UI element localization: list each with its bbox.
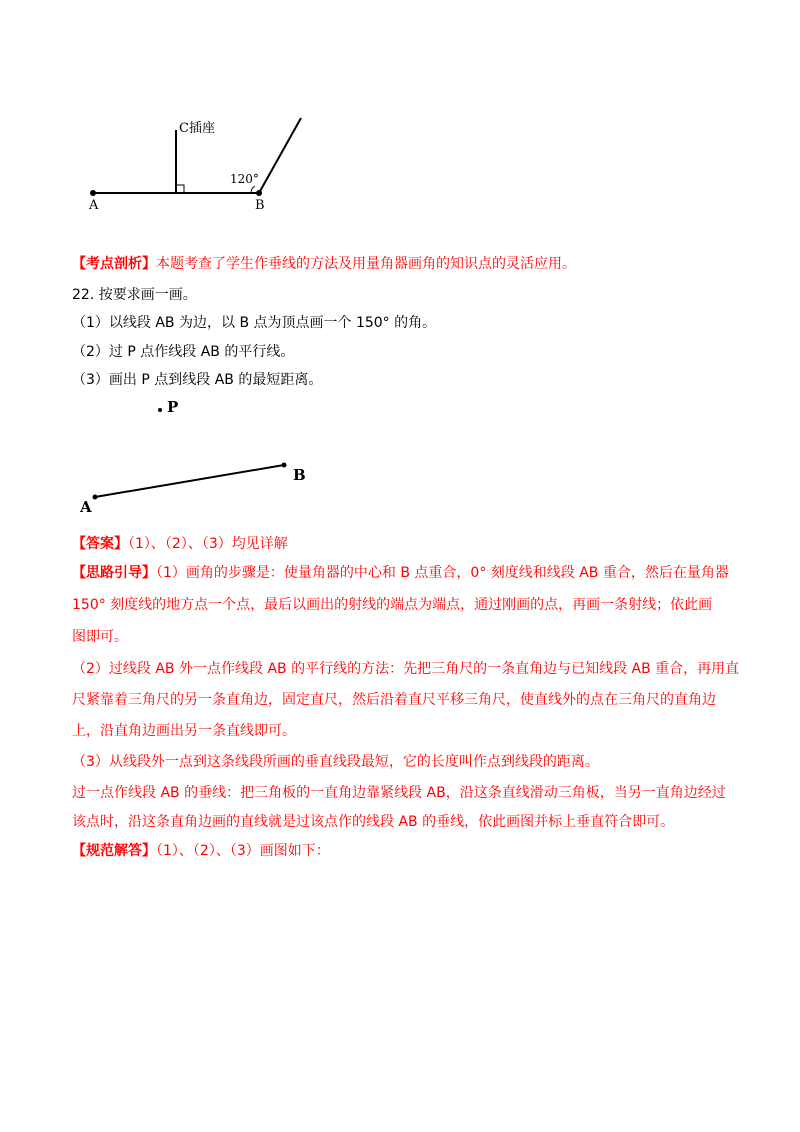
solution-text: （1）、（2）、（3）画图如下： [156,843,330,859]
answer-text: （1）、（2）、（3）均见详解 [128,536,288,552]
ray-b [259,118,301,193]
answer-line [72,534,288,554]
label-p: P [167,398,179,416]
guide-text-1: （1）画角的步骤是：使量角器的中心和 B 点重合，0° 刻度线和线段 AB 重合，然后在量角器 [156,565,729,581]
point-a [90,190,96,196]
analysis-tag: 【考点剖析】 [72,256,156,272]
label-c-socket: C插座 [179,121,215,136]
figure-perpendicular-angle [0,0,800,230]
analysis-line [72,254,576,274]
question-item-3: （3）画出 P 点到线段 AB 的最短距离。 [72,372,323,388]
question-item-2: （2）过 P 点作线段 AB 的平行线。 [72,344,295,360]
guide-line-8: 过一点作线段 AB 的垂线：把三角板的一直角边靠紧线段 AB，沿这条直线滑动三角板，当另一直角边经过 [72,785,726,801]
guide-line-4: （2）过线段 AB 外一点作线段 AB 的平行线的方法：先把三角尺的一条直角边与已知线段 AB 重合，再用直 [72,661,740,677]
solution-tag: 【规范解答】 [72,843,156,859]
guide-line-1 [72,563,729,583]
label-angle-120: 120° [230,172,259,186]
point-b [256,190,262,196]
angle-arc [251,186,255,193]
analysis-text: 本题考查了学生作垂线的方法及用量角器画角的知识点的灵活应用。 [156,256,576,272]
label-b-2: B [293,466,306,484]
point-a-2 [93,495,98,500]
point-b-2 [282,463,287,468]
guide-tag: 【思路引导】 [72,565,156,581]
label-a: A [89,198,99,213]
point-p [158,408,162,412]
right-angle-mark [176,185,184,193]
label-b: B [255,198,265,213]
guide-line-7: （3）从线段外一点到这条线段所画的垂直线段最短，它的长度叫作点到线段的距离。 [72,754,599,770]
guide-line-9: 该点时，沿这条直角边画的直线就是过该点作的线段 AB 的垂线，依此画图并标上垂直符合即可。 [72,814,675,830]
answer-tag: 【答案】 [72,536,128,552]
guide-line-3: 图即可。 [72,629,128,645]
question-title: 22. 按要求画一画。 [72,287,197,303]
question-item-1: （1）以线段 AB 为边，以 B 点为顶点画一个 150° 的角。 [72,315,437,331]
solution-line [72,841,330,861]
segment-ab-2 [95,465,284,497]
label-a-2: A [80,498,92,516]
guide-line-6: 上，沿直角边画出另一条直线即可。 [72,723,296,739]
guide-line-2: 150° 刻度线的地方点一个点，最后以画出的射线的端点为端点，通过刚画的点，再画一条射线；依此画 [72,597,713,613]
guide-line-5: 尺紧靠着三角尺的另一条直角边，固定直尺，然后沿着直尺平移三角尺，使直线外的点在三角尺的直角边 [72,692,716,708]
